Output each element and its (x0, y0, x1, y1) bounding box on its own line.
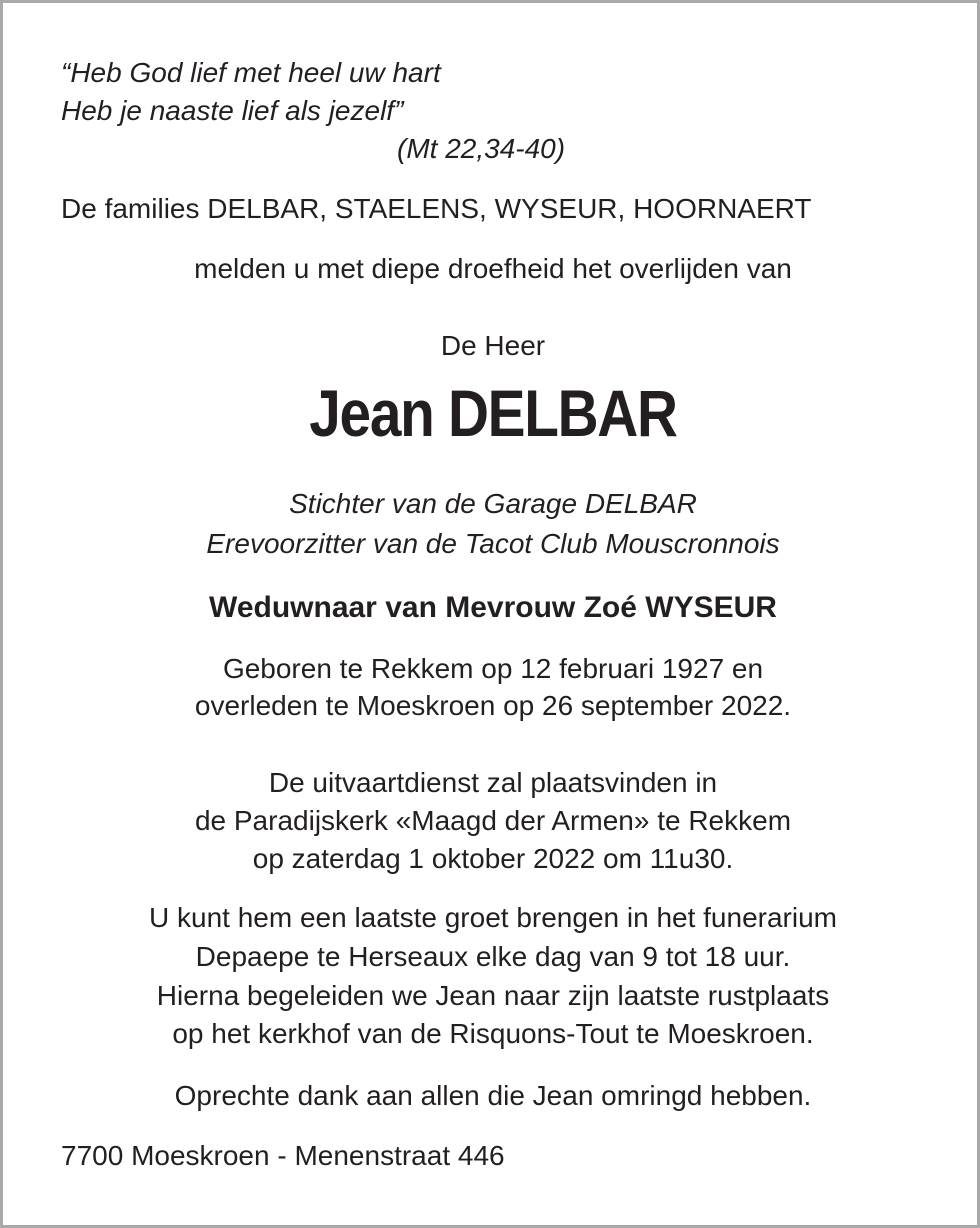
visitation-line-2: Depaepe te Herseaux elke dag van 9 tot 18 uur. (195, 941, 791, 972)
deceased-name: Jean DELBAR (309, 376, 677, 450)
quote-line-1: “Heb God lief met heel uw hart (61, 57, 441, 88)
birth-death-line-1: Geboren te Rekkem op 12 februari 1927 en (222, 653, 764, 684)
quote-line-2: Heb je naaste lief als jezelf” (61, 95, 404, 126)
funeral-line-3: op zaterdag 1 oktober 2022 om 11u30. (252, 843, 734, 874)
visitation-line-3: Hierna begeleiden we Jean naar zijn laatste rustplaats (156, 980, 830, 1011)
title-line-1: Stichter van de Garage DELBAR (289, 488, 697, 519)
thanks-line: Oprechte dank aan allen die Jean omringd hebben. (174, 1080, 812, 1111)
title-line-2: Erevoorzitter van de Tacot Club Mouscronnois (206, 528, 780, 559)
visitation-line-1: U kunt hem een laatste groet brengen in het funerarium (149, 902, 837, 933)
widower-line: Weduwnaar van Mevrouw Zoé WYSEUR (209, 591, 777, 624)
announcement-line: melden u met diepe droefheid het overlijden van (194, 253, 792, 284)
funeral-line-1: De uitvaartdienst zal plaatsvinden in (268, 767, 718, 798)
honorific: De Heer (440, 330, 546, 361)
birth-death-line-2: overleden te Moeskroen op 26 september 2022. (194, 690, 792, 721)
address-line: 7700 Moeskroen - Menenstraat 446 (61, 1140, 505, 1171)
funeral-line-2: de Paradijskerk «Maagd der Armen» te Rekkem (194, 805, 792, 836)
families-line: De families DELBAR, STAELENS, WYSEUR, HOORNAERT (61, 193, 812, 224)
quote-reference: (Mt 22,34-40) (397, 133, 566, 164)
visitation-line-4: op het kerkhof van de Risquons-Tout te Moeskroen. (172, 1018, 814, 1049)
